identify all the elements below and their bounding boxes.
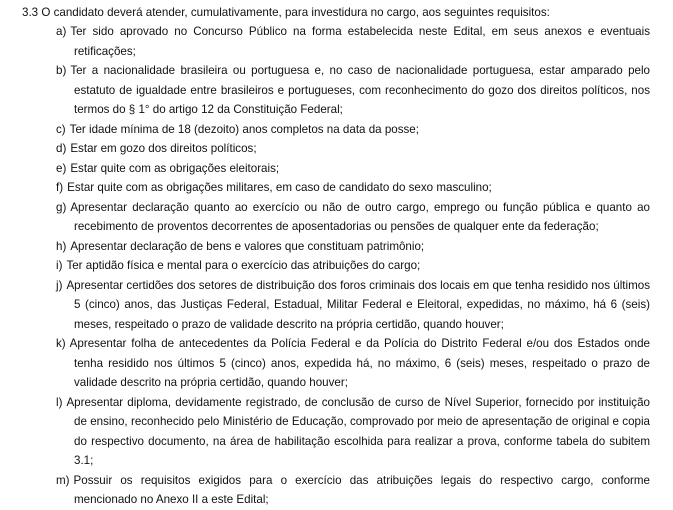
item-marker: g)	[56, 200, 67, 214]
item-marker: k)	[56, 337, 66, 350]
item-text: Estar em gozo dos direitos políticos;	[70, 142, 257, 155]
list-item	[56, 178, 650, 198]
item-marker: d)	[56, 142, 67, 155]
item-marker: f)	[56, 181, 64, 194]
item-marker: m)	[56, 473, 70, 487]
item-text: Apresentar diploma, devidamente registrado, de conclusão de curso de Nível Superior, fornecido por instituição de ensino, reconhecido pelo Ministério de Educação, comprovado por meio de apresentação de original e copia do respectivo documento, na área de habilitação escolhida para realizar a prova, conforme tabela do subitem 3.1;	[66, 395, 650, 467]
list-item	[56, 139, 650, 159]
item-marker: j)	[56, 278, 63, 292]
item-text: Ter sido aprovado no Concurso Público na forma estabelecida neste Edital, em seus anexos e eventuais retificações;	[70, 25, 650, 58]
list-item	[56, 334, 650, 393]
list-item	[56, 198, 650, 237]
item-marker: h)	[56, 239, 67, 253]
list-item	[56, 276, 650, 335]
list-item	[56, 159, 650, 179]
item-text: Estar quite com as obrigações militares, em caso de candidato do sexo masculino;	[67, 181, 492, 194]
list-item	[56, 471, 650, 510]
item-text: Estar quite com as obrigações eleitorais;	[70, 161, 280, 175]
item-marker: c)	[56, 122, 66, 136]
requirements-list	[56, 22, 650, 510]
item-text: Apresentar certidões dos setores de distribuição dos foros criminais dos locais em que tenha residido nos últimos 5 (cinco) anos, das Justiças Federal, Estadual, Militar Federal e Eleitoral, expedidas, no máximo, há 6 (seis) meses, respeitado o prazo de validade descrito na própria certidão, quando houver;	[66, 278, 650, 331]
section-intro: 3.3 O candidato deverá atender, cumulativamente, para investidura no cargo, aos seguintes requisitos:	[22, 6, 550, 19]
item-text: Ter aptidão física e mental para o exercício das atribuições do cargo;	[66, 259, 421, 272]
item-marker: b)	[56, 64, 67, 77]
item-marker: l)	[56, 395, 63, 409]
item-text: Ter a nacionalidade brasileira ou portuguesa e, no caso de nacionalidade portuguesa, estar amparado pelo estatuto de igualdade entre brasileiros e portugueses, com reconhecimento do gozo dos direitos políticos, nos termos do § 1° do artigo 12 da Constituição Federal;	[70, 64, 650, 116]
item-marker: i)	[56, 259, 63, 272]
item-text: Apresentar folha de antecedentes da Polícia Federal e da Polícia do Distrito Federal e/ou dos Estados onde tenha residido nos últimos 5 (cinco) anos, expedida há, no máximo, 6 (seis) meses, respeitado o prazo de validade descrito na própria certidão, quando houver;	[69, 337, 650, 389]
list-item	[56, 256, 650, 276]
list-item	[56, 61, 650, 120]
list-item	[56, 237, 650, 257]
item-text: Apresentar declaração de bens e valores que constituam patrimônio;	[70, 239, 425, 253]
item-marker: a)	[56, 25, 67, 38]
list-item	[56, 22, 650, 61]
item-marker: e)	[56, 161, 67, 175]
item-text: Ter idade mínima de 18 (dezoito) anos completos na data da posse;	[69, 122, 419, 136]
item-text: Possuir os requisitos exigidos para o exercício das atribuições legais do respectivo cargo, conforme mencionado no Anexo II a este Edital;	[73, 473, 650, 506]
item-text: Apresentar declaração quanto ao exercício ou não de outro cargo, emprego ou função pública e quanto ao recebimento de proventos decorrentes de aposentadorias ou pensões de qualquer ente da federação;	[70, 200, 650, 233]
list-item	[56, 393, 650, 471]
list-item	[56, 120, 650, 140]
